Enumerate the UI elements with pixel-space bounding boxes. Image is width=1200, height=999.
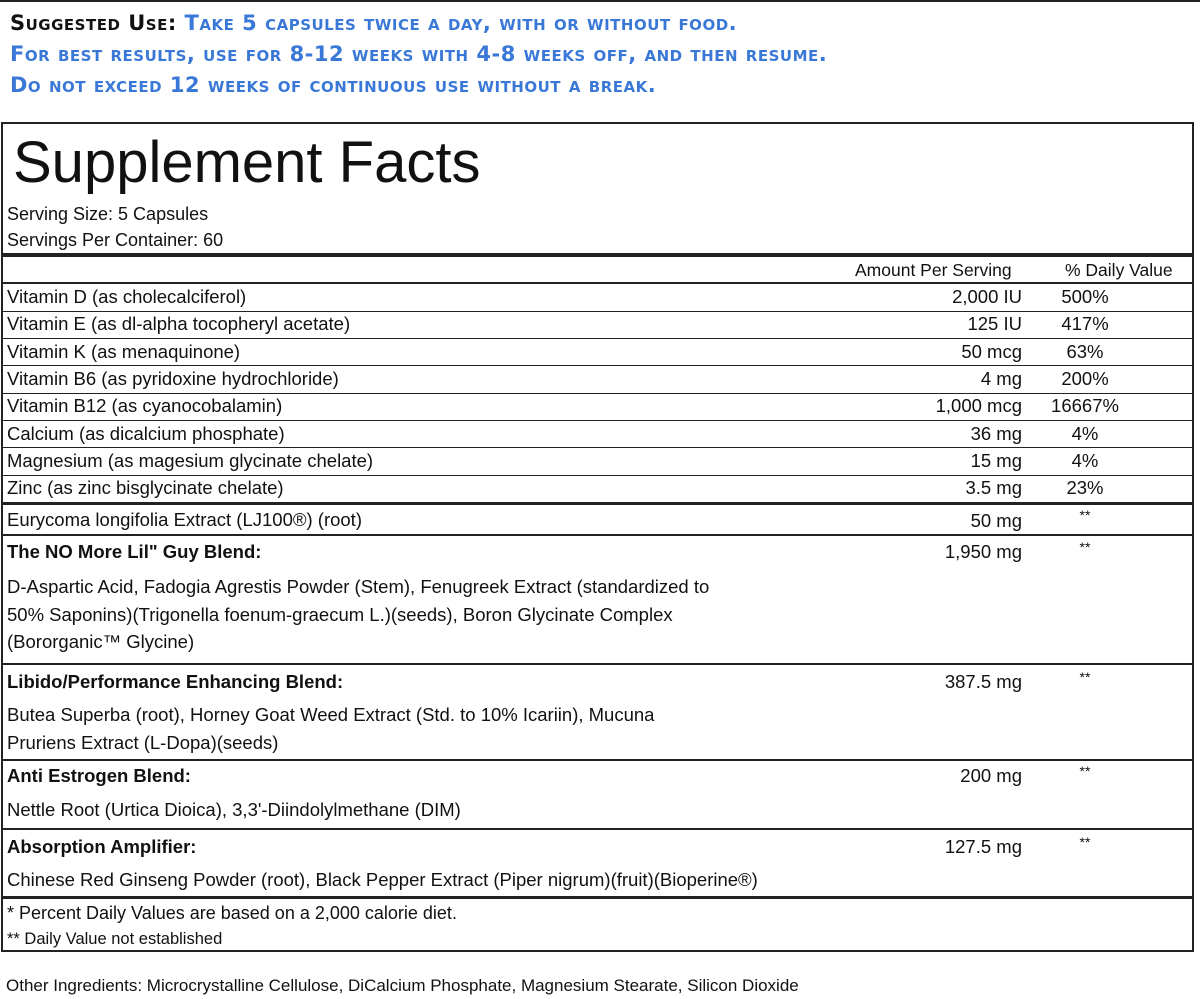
blend-dv: ** — [1079, 834, 1091, 850]
header-divider — [3, 282, 1192, 284]
nutrient-name: Vitamin D (as cholecalciferol) — [7, 286, 247, 307]
nutrient-amount: 4 mg — [980, 367, 1022, 389]
nutrient-amount: 1,000 mcg — [935, 395, 1022, 417]
blend-row — [3, 669, 1192, 699]
nutrient-amount: 36 mg — [970, 422, 1022, 444]
thick-divider — [3, 896, 1192, 899]
table-row — [3, 450, 1192, 474]
nutrient-name: Vitamin K (as menaquinone) — [7, 340, 241, 362]
row-divider — [3, 311, 1192, 312]
nutrient-name: Calcium (as dicalcium phosphate) — [7, 422, 285, 444]
ingredient-line: (Bororganic™ Glycine) — [7, 631, 195, 652]
ingredient-line: Chinese Red Ginseng Powder (root), Black Pepper Extract (Piper nigrum)(fruit)(Bioperine®) — [7, 869, 758, 890]
row-divider — [3, 338, 1192, 339]
nutrient-amount: 50 mg — [970, 510, 1022, 531]
divider — [3, 534, 1192, 536]
nutrient-dv: 16667% — [1051, 395, 1119, 417]
nutrient-name: Vitamin B12 (as cyanocobalamin) — [7, 395, 283, 417]
divider — [3, 828, 1192, 830]
blend-amount: 387.5 mg — [944, 671, 1022, 692]
row-divider — [3, 365, 1192, 366]
divider — [3, 502, 1192, 505]
blend-amount: 1,950 mg — [944, 541, 1022, 562]
nutrient-dv: 23% — [1066, 477, 1104, 499]
blend-row — [3, 539, 1192, 569]
nutrient-amount: 2,000 IU — [952, 286, 1022, 307]
nutrient-dv: 4% — [1071, 422, 1099, 444]
table-row — [3, 286, 1192, 310]
top-rule — [0, 0, 1200, 2]
suggested-use — [10, 8, 1195, 101]
column-amount-header: Amount Per Serving — [855, 260, 1012, 280]
nutrient-dv: 500% — [1061, 286, 1109, 307]
divider — [3, 663, 1192, 665]
nutrient-name: Magnesium (as magesium glycinate chelate) — [7, 449, 374, 471]
row-divider — [3, 475, 1192, 476]
blend-dv: ** — [1079, 669, 1091, 685]
nutrient-dv: 417% — [1061, 313, 1109, 335]
blend-amount: 200 mg — [960, 765, 1022, 786]
blend-amount: 127.5 mg — [944, 836, 1022, 857]
footnote-daily-values: * Percent Daily Values are based on a 2,000 calorie diet. — [7, 903, 457, 923]
suggested-use-label: Suggested Use: — [10, 11, 177, 35]
supplement-facts-panel — [1, 122, 1194, 952]
blend-row — [3, 765, 1192, 795]
table-row — [3, 477, 1192, 501]
ingredient-line: Butea Superba (root), Horney Goat Weed Extract (Std. to 10% Icariin), Mucuna — [7, 704, 655, 725]
nutrient-dv: ** — [1079, 507, 1091, 523]
blend-name: Absorption Amplifier: — [7, 836, 197, 857]
blend-row — [3, 834, 1192, 864]
row-divider — [3, 447, 1192, 448]
nutrient-name: Eurycoma longifolia Extract (LJ100®) (root) — [7, 509, 362, 530]
ingredient-line: D-Aspartic Acid, Fadogia Agrestis Powder (Stem), Fenugreek Extract (standardized to — [7, 576, 710, 597]
thick-divider — [3, 253, 1192, 257]
table-row — [3, 507, 1192, 533]
nutrient-dv: 200% — [1061, 367, 1109, 389]
blend-name: Libido/Performance Enhancing Blend: — [7, 671, 344, 692]
table-row — [3, 423, 1192, 447]
suggested-use-line-2: For best results, use for 8-12 weeks with 4-8 weeks off, and then resume. — [10, 42, 828, 66]
other-ingredients: Other Ingredients: Microcrystalline Cellulose, DiCalcium Phosphate, Magnesium Stearate, Silicon Dioxide — [6, 976, 799, 995]
suggested-use-line-3: Do not exceed 12 weeks of continuous use without a break. — [10, 73, 657, 97]
suggested-use-line-1: Take 5 capsules twice a day, with or without food. — [184, 11, 738, 35]
nutrient-amount: 50 mcg — [961, 340, 1022, 362]
servings-per-container: Servings Per Container: 60 — [7, 230, 224, 250]
blend-name: Anti Estrogen Blend: — [7, 765, 191, 786]
nutrient-name: Vitamin E (as dl-alpha tocopheryl acetate) — [7, 313, 351, 335]
blend-dv: ** — [1079, 763, 1091, 779]
table-row — [3, 313, 1192, 337]
table-row — [3, 341, 1192, 365]
table-row — [3, 368, 1192, 392]
facts-title: Supplement Facts — [13, 130, 481, 195]
ingredient-line: Pruriens Extract (L-Dopa)(seeds) — [7, 731, 279, 753]
table-row — [3, 395, 1192, 419]
ingredient-line: Nettle Root (Urtica Dioica), 3,3'-Diindolylmethane (DIM) — [7, 799, 461, 820]
nutrient-amount: 15 mg — [970, 449, 1022, 471]
blend-ingredients — [7, 866, 907, 894]
row-divider — [3, 420, 1192, 421]
blend-dv: ** — [1079, 539, 1091, 555]
divider — [3, 759, 1192, 761]
footnote-not-established: ** Daily Value not established — [7, 930, 223, 948]
column-dv-header: % Daily Value — [1065, 260, 1173, 280]
blend-ingredients — [7, 701, 907, 756]
nutrient-amount: 3.5 mg — [965, 477, 1022, 499]
ingredient-line: 50% Saponins)(Trigonella foenum-graecum L.)(seeds), Boron Glycinate Complex — [7, 603, 673, 625]
nutrient-amount: 125 IU — [967, 313, 1022, 335]
row-divider — [3, 393, 1192, 394]
column-header-row — [3, 258, 1192, 282]
blend-ingredients — [7, 796, 907, 824]
nutrient-name: Vitamin B6 (as pyridoxine hydrochloride) — [7, 367, 339, 389]
nutrient-dv: 63% — [1066, 340, 1104, 362]
serving-size: Serving Size: 5 Capsules — [7, 204, 209, 224]
nutrient-dv: 4% — [1071, 449, 1099, 471]
nutrient-name: Zinc (as zinc bisglycinate chelate) — [7, 477, 284, 499]
blend-ingredients — [7, 573, 907, 656]
blend-name: The NO More Lil" Guy Blend: — [7, 541, 262, 562]
